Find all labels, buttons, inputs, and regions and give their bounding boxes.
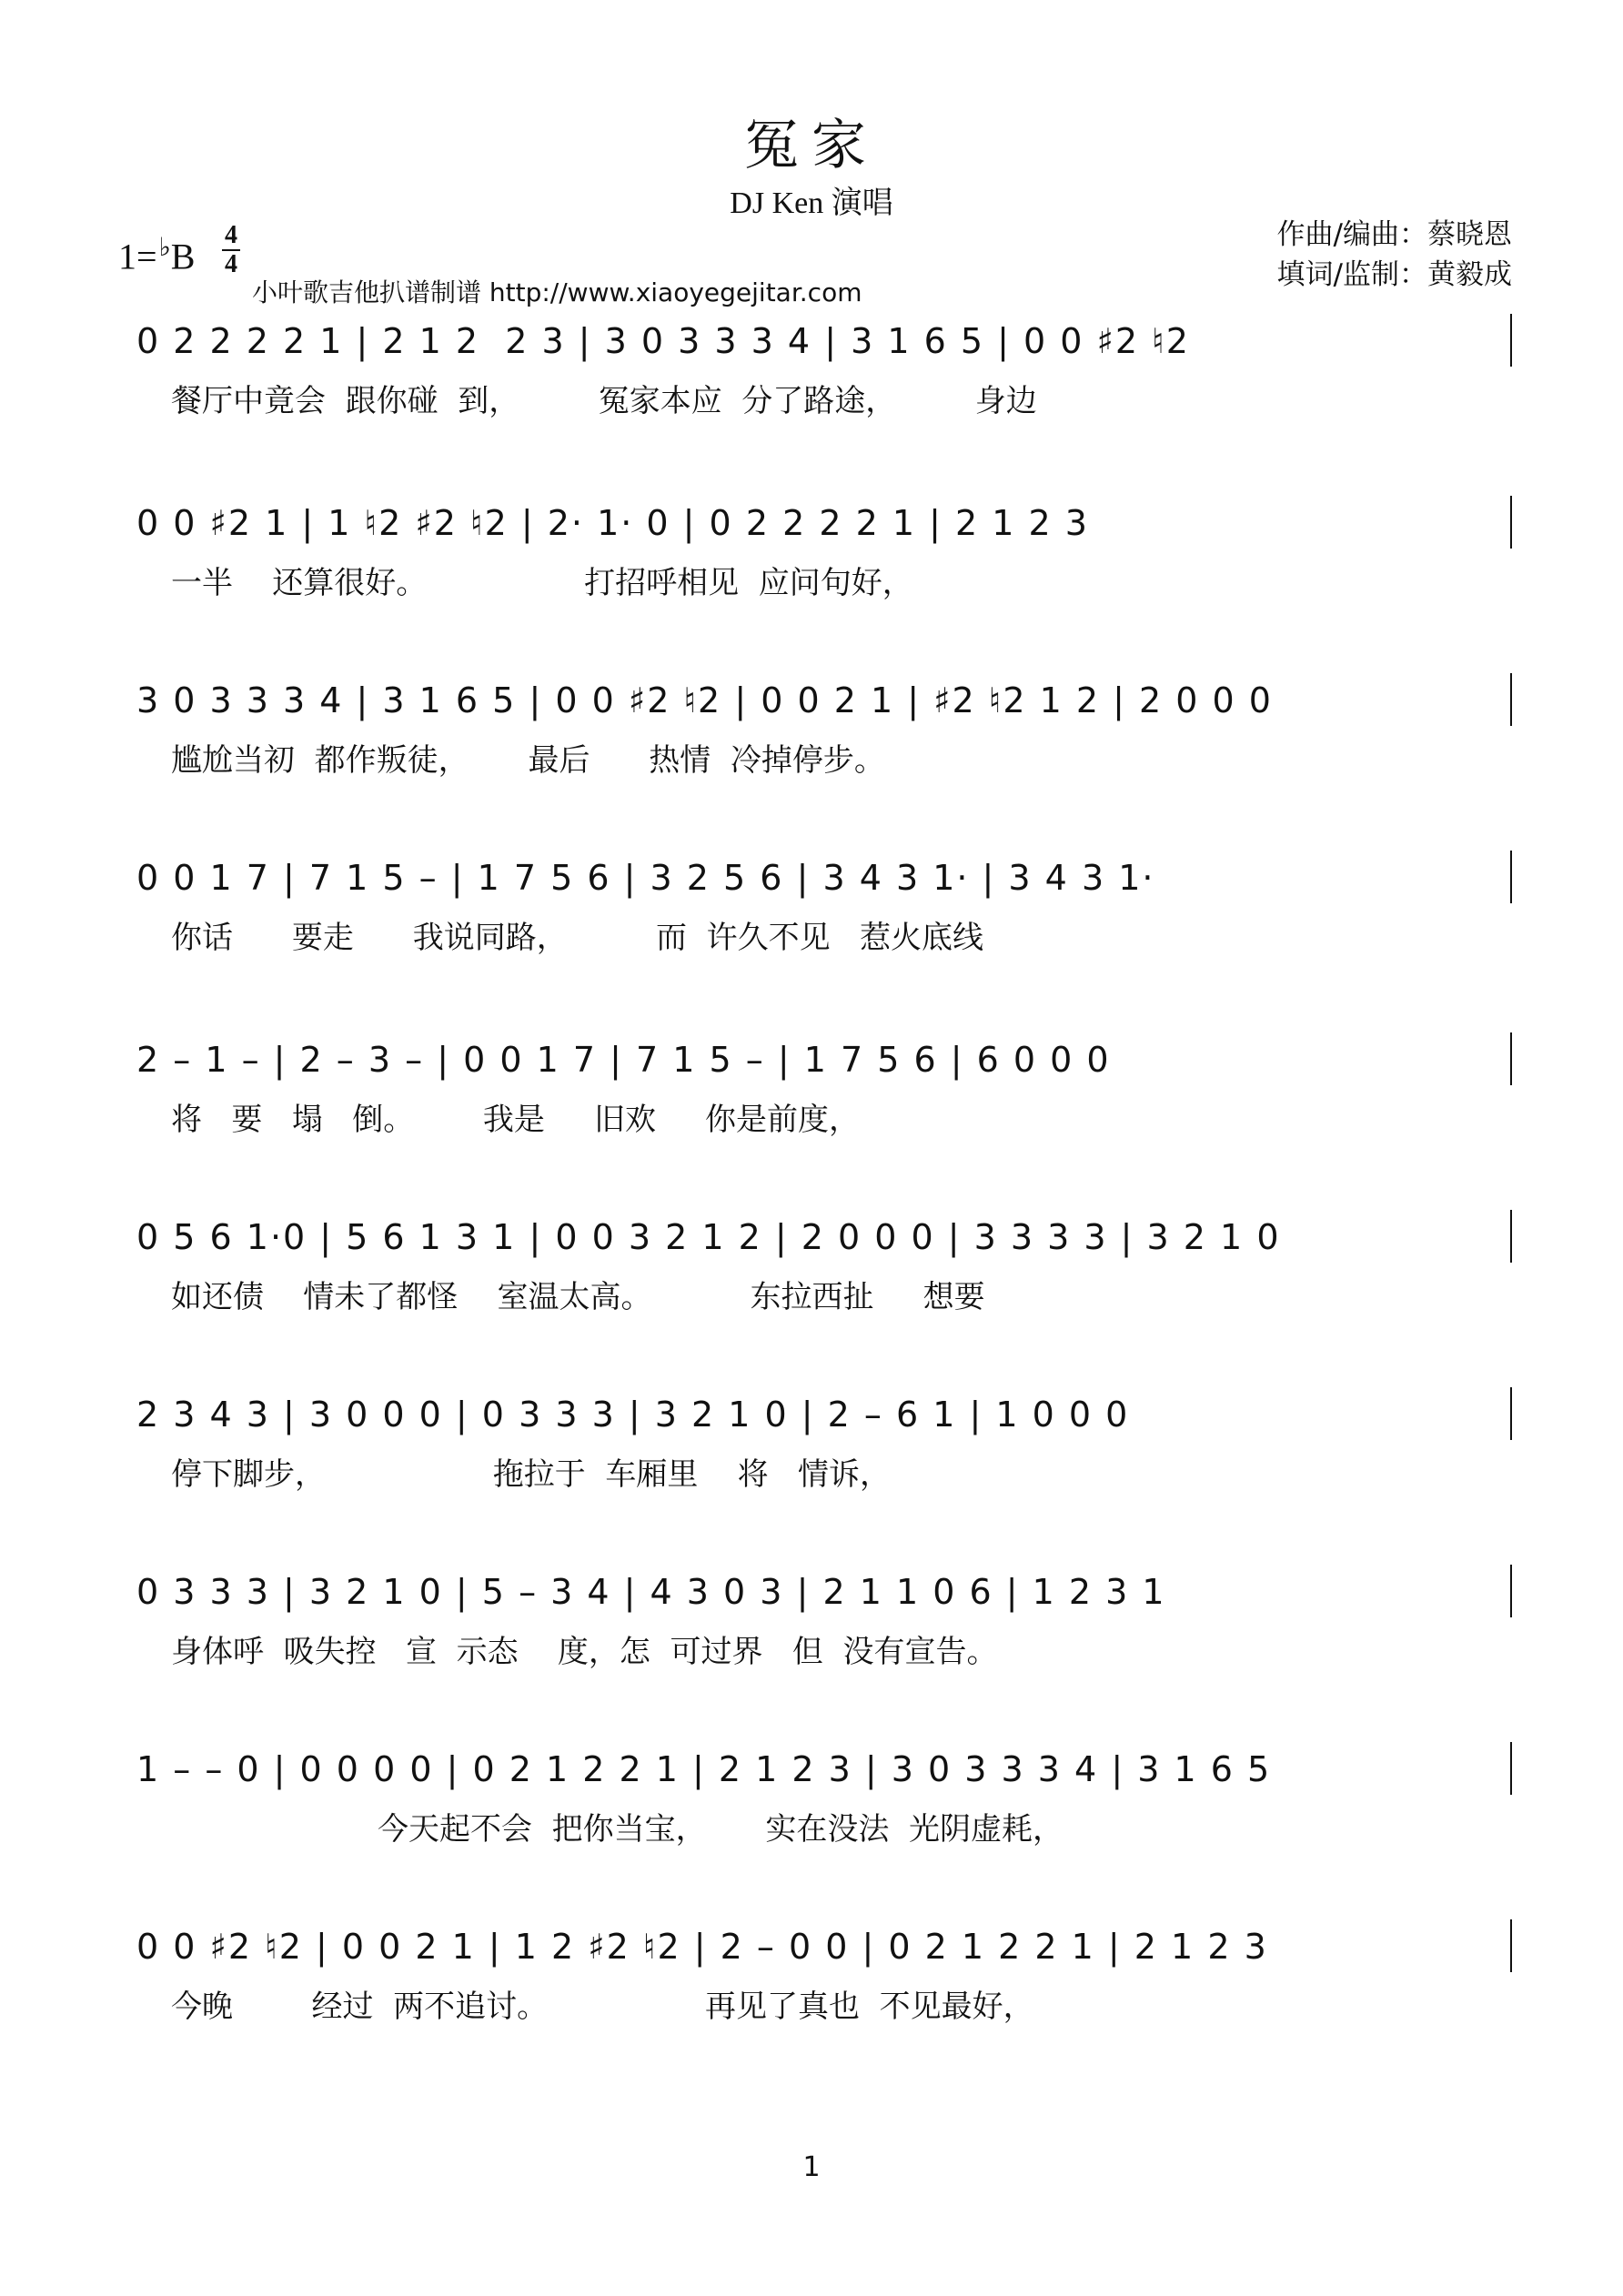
staff-line (118, 314, 1515, 459)
lyric-line: 今天起不会 把你当宝， 实在没法 光阴虚耗， (171, 1811, 1064, 1848)
meter-bottom: 4 (225, 250, 237, 278)
barline (1510, 1387, 1512, 1440)
lyric-line: 尴尬当初 都作叛徒， 最后 热情 冷掉停步。 (171, 742, 885, 779)
notation: 0 0 ♯2 1 | 1 ♮2 ♯2 ♮2 | 2· 1· 0 | 0 2 2 2 2 1 | 2 1 2 3 (136, 503, 1089, 543)
lyric-line: 将 要 塌 倒。 我是 旧欢 你是前度， (171, 1102, 860, 1138)
key-signature (118, 232, 195, 277)
barline (1510, 1919, 1512, 1972)
notation: 0 0 1 7 | 7 1 5 – | 1 7 5 6 | 3 2 5 6 | 3 4 3 1· | 3 4 3 1· (136, 858, 1155, 898)
notation: 1 – – 0 | 0 0 0 0 | 0 2 1 2 2 1 | 2 1 2 3 | 3 0 3 3 3 4 | 3 1 6 5 (136, 1749, 1272, 1789)
credits (1277, 215, 1512, 295)
notation: 0 5 6 1·0 | 5 6 1 3 1 | 0 0 3 2 1 2 | 2 0 0 0 | 3 3 3 3 | 3 2 1 0 (136, 1217, 1281, 1257)
barline (1510, 314, 1512, 367)
meter-top: 4 (225, 221, 237, 249)
notation: 2 3 4 3 | 3 0 0 0 | 0 3 3 3 | 3 2 1 0 | 2 – 6 1 | 1 0 0 0 (136, 1395, 1130, 1435)
barline (1510, 1565, 1512, 1617)
lyric-line: 你话 要走 我说同路， 而 许久不见 惹火底线 (171, 920, 983, 956)
notation: 0 2 2 2 2 1 | 2 1 2 2 3 | 3 0 3 3 3 4 | 3 1 6 5 | 0 0 ♯2 ♮2 (136, 321, 1190, 361)
lyric-line: 如还债 情未了都怪 室温太高。 东拉西扯 想要 (171, 1279, 985, 1315)
song-subtitle: DJ Ken 演唱 (730, 186, 893, 220)
staff-line (118, 1565, 1515, 1710)
key-note: B (170, 236, 196, 277)
staff-line (118, 1032, 1515, 1178)
staff-line (118, 1210, 1515, 1355)
barline (1510, 673, 1512, 726)
barline (1510, 1032, 1512, 1085)
staff-line (118, 1742, 1515, 1888)
lyric-line: 今晚 经过 两不追讨。 再见了真也 不见最好， (171, 1989, 1034, 2025)
flat-symbol: ♭ (158, 234, 171, 262)
staff-line (118, 851, 1515, 996)
staff-line (118, 673, 1515, 819)
barline (1510, 1210, 1512, 1263)
barline (1510, 496, 1512, 549)
notation: 0 3 3 3 | 3 2 1 0 | 5 – 3 4 | 4 3 0 3 | 2 1 1 0 6 | 1 2 3 1 (136, 1572, 1166, 1612)
key-prefix: 1= (118, 236, 157, 277)
staff-line (118, 1919, 1515, 2065)
staff-line (118, 1387, 1515, 1533)
notation: 0 0 ♯2 ♮2 | 0 0 2 1 | 1 2 ♯2 ♮2 | 2 – 0 0 | 0 2 1 2 2 1 | 2 1 2 3 (136, 1927, 1268, 1967)
lyric-line: 停下脚步， 拖拉于 车厢里 将 情诉， (171, 1456, 891, 1493)
song-title: 冤家 (744, 114, 879, 177)
composer-credit: 作曲/编曲：蔡晓恩 (1276, 218, 1512, 251)
time-signature (222, 222, 240, 278)
lyric-line: 身体呼 吸失控 宣 示态 度，怎 可过界 但 没有宣告。 (171, 1634, 998, 1670)
notation: 3 0 3 3 3 4 | 3 1 6 5 | 0 0 ♯2 ♮2 | 0 0 2 1 | ♯2 ♮2 1 2 | 2 0 0 0 (136, 680, 1273, 720)
lyric-line: 餐厅中竟会 跟你碰 到， 冤家本应 分了路途， 身边 (171, 383, 1037, 419)
barline (1510, 851, 1512, 903)
barline (1510, 1742, 1512, 1795)
lyricist-credit: 填词/监制：黄毅成 (1276, 258, 1512, 291)
lyric-line: 一半 还算很好。 打招呼相见 应问句好， (171, 565, 913, 601)
page-number: 1 (802, 2151, 821, 2183)
notation: 2 – 1 – | 2 – 3 – | 0 0 1 7 | 7 1 5 – | 1 7 5 6 | 6 0 0 0 (136, 1040, 1111, 1080)
source-credit: 小叶歌吉他扒谱制谱 http://www.xiaoyegejitar.com (252, 277, 862, 307)
staff-line (118, 496, 1515, 641)
